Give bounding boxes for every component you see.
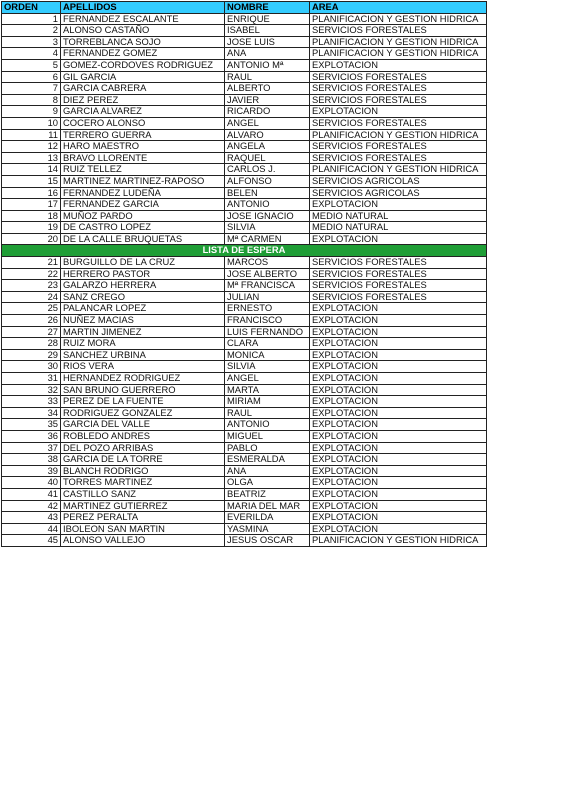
table-row[interactable] bbox=[2, 361, 487, 373]
orden-cell[interactable]: 6 bbox=[2, 71, 61, 83]
orden-cell[interactable]: 4 bbox=[2, 48, 61, 60]
orden-cell[interactable]: 17 bbox=[2, 199, 61, 211]
area-cell[interactable]: EXPLOTACION bbox=[310, 442, 487, 454]
area-cell[interactable]: EXPLOTACION bbox=[310, 488, 487, 500]
orden-cell[interactable]: 12 bbox=[2, 141, 61, 153]
apellidos-cell[interactable]: RUIZ TELLEZ bbox=[61, 164, 225, 176]
area-cell[interactable]: EXPLOTACION bbox=[310, 384, 487, 396]
orden-cell[interactable]: 9 bbox=[2, 106, 61, 118]
orden-cell[interactable]: 7 bbox=[2, 83, 61, 95]
table-row[interactable] bbox=[2, 71, 487, 83]
nombre-cell[interactable]: MARIA DEL MAR bbox=[225, 500, 310, 512]
area-cell[interactable]: SERVICIOS FORESTALES bbox=[310, 141, 487, 153]
area-cell[interactable]: EXPLOTACION bbox=[310, 512, 487, 524]
nombre-cell[interactable]: ANGEL bbox=[225, 373, 310, 385]
apellidos-cell[interactable]: BLANCH RODRIGO bbox=[61, 465, 225, 477]
table-row[interactable] bbox=[2, 129, 487, 141]
nombre-cell[interactable]: ANGEL bbox=[225, 117, 310, 129]
nombre-cell[interactable]: ALVARO bbox=[225, 129, 310, 141]
nombre-cell[interactable]: BEATRIZ bbox=[225, 488, 310, 500]
waitlist bbox=[2, 257, 487, 547]
table-row[interactable] bbox=[2, 373, 487, 385]
area-cell[interactable]: EXPLOTACION bbox=[310, 315, 487, 327]
nombre-cell[interactable]: ESMERALDA bbox=[225, 454, 310, 466]
nombre-cell[interactable]: JULIAN bbox=[225, 291, 310, 303]
table-row[interactable] bbox=[2, 199, 487, 211]
area-cell[interactable]: EXPLOTACION bbox=[310, 419, 487, 431]
nombre-cell[interactable]: ISABEL bbox=[225, 25, 310, 37]
orden-cell[interactable]: 22 bbox=[2, 268, 61, 280]
table-row[interactable] bbox=[2, 210, 487, 222]
table-row[interactable] bbox=[2, 117, 487, 129]
table-row[interactable] bbox=[2, 141, 487, 153]
table-row[interactable] bbox=[2, 94, 487, 106]
area-cell[interactable]: PLANIFICACION Y GESTION HIDRICA bbox=[310, 535, 487, 547]
area-cell[interactable]: MEDIO NATURAL bbox=[310, 222, 487, 234]
orden-cell[interactable]: 42 bbox=[2, 500, 61, 512]
nombre-cell[interactable]: CLARA bbox=[225, 338, 310, 350]
table-row[interactable] bbox=[2, 477, 487, 489]
orden-cell[interactable]: 27 bbox=[2, 326, 61, 338]
table-row[interactable] bbox=[2, 512, 487, 524]
table-row[interactable] bbox=[2, 233, 487, 245]
header-apellidos[interactable]: APELLIDOS bbox=[61, 2, 225, 14]
orden-cell[interactable]: 18 bbox=[2, 210, 61, 222]
table-row[interactable] bbox=[2, 488, 487, 500]
area-cell[interactable]: PLANIFICACION Y GESTION HIDRICA bbox=[310, 129, 487, 141]
nombre-cell[interactable]: MONICA bbox=[225, 349, 310, 361]
apellidos-cell[interactable]: FERNANDEZ ESCALANTE bbox=[61, 13, 225, 25]
orden-cell[interactable]: 44 bbox=[2, 523, 61, 535]
table-row[interactable] bbox=[2, 36, 487, 48]
area-cell[interactable]: SERVICIOS FORESTALES bbox=[310, 268, 487, 280]
apellidos-cell[interactable]: BURGUILLO DE LA CRUZ bbox=[61, 257, 225, 269]
nombre-cell[interactable]: SILVIA bbox=[225, 222, 310, 234]
area-cell[interactable]: PLANIFICACION Y GESTION HIDRICA bbox=[310, 13, 487, 25]
table-row[interactable] bbox=[2, 48, 487, 60]
area-cell[interactable]: PLANIFICACION Y GESTION HIDRICA bbox=[310, 164, 487, 176]
nombre-cell[interactable]: RAUL bbox=[225, 71, 310, 83]
table-row[interactable] bbox=[2, 106, 487, 118]
table-row[interactable] bbox=[2, 326, 487, 338]
apellidos-cell[interactable]: ALONSO CASTAÑO bbox=[61, 25, 225, 37]
table-row[interactable] bbox=[2, 430, 487, 442]
table-row[interactable] bbox=[2, 152, 487, 164]
area-cell[interactable]: EXPLOTACION bbox=[310, 523, 487, 535]
nombre-cell[interactable]: RICARDO bbox=[225, 106, 310, 118]
orden-cell[interactable]: 3 bbox=[2, 36, 61, 48]
nombre-cell[interactable]: CARLOS J. bbox=[225, 164, 310, 176]
table-row[interactable] bbox=[2, 13, 487, 25]
table-row[interactable] bbox=[2, 407, 487, 419]
area-cell[interactable]: EXPLOTACION bbox=[310, 465, 487, 477]
table-row[interactable] bbox=[2, 257, 487, 269]
nombre-cell[interactable]: MARTA bbox=[225, 384, 310, 396]
table-row[interactable] bbox=[2, 164, 487, 176]
orden-cell[interactable]: 13 bbox=[2, 152, 61, 164]
nombre-cell[interactable]: LUIS FERNANDO bbox=[225, 326, 310, 338]
nombre-cell[interactable]: EVERILDA bbox=[225, 512, 310, 524]
area-cell[interactable]: EXPLOTACION bbox=[310, 477, 487, 489]
apellidos-cell[interactable]: FERNANDEZ LUDEÑA bbox=[61, 187, 225, 199]
apellidos-cell[interactable]: COCERO ALONSO bbox=[61, 117, 225, 129]
apellidos-cell[interactable]: FERNANDEZ GARCIA bbox=[61, 199, 225, 211]
apellidos-cell[interactable]: RIOS VERA bbox=[61, 361, 225, 373]
area-cell[interactable]: EXPLOTACION bbox=[310, 430, 487, 442]
table-row[interactable] bbox=[2, 25, 487, 37]
spreadsheet-table bbox=[1, 1, 487, 547]
apellidos-cell[interactable]: PEREZ DE LA FUENTE bbox=[61, 396, 225, 408]
table-row[interactable] bbox=[2, 338, 487, 350]
nombre-cell[interactable]: ANTONIO bbox=[225, 419, 310, 431]
area-cell[interactable]: SERVICIOS FORESTALES bbox=[310, 25, 487, 37]
area-cell[interactable]: EXPLOTACION bbox=[310, 199, 487, 211]
table-row[interactable] bbox=[2, 280, 487, 292]
nombre-cell[interactable]: PABLO bbox=[225, 442, 310, 454]
orden-cell[interactable]: 16 bbox=[2, 187, 61, 199]
apellidos-cell[interactable]: ALONSO VALLEJO bbox=[61, 535, 225, 547]
apellidos-cell[interactable]: RODRIGUEZ GONZALEZ bbox=[61, 407, 225, 419]
apellidos-cell[interactable]: DEL POZO ARRIBAS bbox=[61, 442, 225, 454]
table-row[interactable] bbox=[2, 222, 487, 234]
table-row[interactable] bbox=[2, 384, 487, 396]
orden-cell[interactable]: 23 bbox=[2, 280, 61, 292]
apellidos-cell[interactable]: SAN BRUNO GUERRERO bbox=[61, 384, 225, 396]
area-cell[interactable]: EXPLOTACION bbox=[310, 500, 487, 512]
area-cell[interactable]: SERVICIOS FORESTALES bbox=[310, 71, 487, 83]
apellidos-cell[interactable]: TERRERO GUERRA bbox=[61, 129, 225, 141]
table-row[interactable] bbox=[2, 268, 487, 280]
apellidos-cell[interactable]: GARCIA CABRERA bbox=[61, 83, 225, 95]
orden-cell[interactable]: 45 bbox=[2, 535, 61, 547]
apellidos-cell[interactable]: GARCIA DE LA TORRE bbox=[61, 454, 225, 466]
orden-cell[interactable]: 31 bbox=[2, 373, 61, 385]
table-row[interactable] bbox=[2, 59, 487, 71]
area-cell[interactable]: SERVICIOS FORESTALES bbox=[310, 83, 487, 95]
orden-cell[interactable]: 10 bbox=[2, 117, 61, 129]
nombre-cell[interactable]: ERNESTO bbox=[225, 303, 310, 315]
orden-cell[interactable]: 20 bbox=[2, 233, 61, 245]
area-cell[interactable]: EXPLOTACION bbox=[310, 349, 487, 361]
nombre-cell[interactable]: MIGUEL bbox=[225, 430, 310, 442]
apellidos-cell[interactable]: HERRERO PASTOR bbox=[61, 268, 225, 280]
waitlist-separator bbox=[2, 245, 487, 257]
nombre-cell[interactable]: YASMINA bbox=[225, 523, 310, 535]
area-cell[interactable]: EXPLOTACION bbox=[310, 106, 487, 118]
nombre-cell[interactable]: JOSE LUIS bbox=[225, 36, 310, 48]
orden-cell[interactable]: 11 bbox=[2, 129, 61, 141]
nombre-cell[interactable]: MARCOS bbox=[225, 257, 310, 269]
table-row[interactable] bbox=[2, 175, 487, 187]
area-cell[interactable]: EXPLOTACION bbox=[310, 454, 487, 466]
apellidos-cell[interactable]: DE CASTRO LOPEZ bbox=[61, 222, 225, 234]
table-row[interactable] bbox=[2, 419, 487, 431]
apellidos-cell[interactable]: TORREBLANCA SOJO bbox=[61, 36, 225, 48]
orden-cell[interactable]: 29 bbox=[2, 349, 61, 361]
area-cell[interactable]: SERVICIOS AGRICOLAS bbox=[310, 175, 487, 187]
nombre-cell[interactable]: FRANCISCO bbox=[225, 315, 310, 327]
nombre-cell[interactable]: JESUS OSCAR bbox=[225, 535, 310, 547]
area-cell[interactable]: SERVICIOS FORESTALES bbox=[310, 94, 487, 106]
orden-cell[interactable]: 40 bbox=[2, 477, 61, 489]
orden-cell[interactable]: 28 bbox=[2, 338, 61, 350]
header-row bbox=[2, 2, 487, 14]
header-nombre[interactable]: NOMBRE bbox=[225, 2, 310, 14]
apellidos-cell[interactable]: HARO MAESTRO bbox=[61, 141, 225, 153]
table-row[interactable] bbox=[2, 454, 487, 466]
apellidos-cell[interactable]: SANZ CREGO bbox=[61, 291, 225, 303]
area-cell[interactable]: EXPLOTACION bbox=[310, 396, 487, 408]
apellidos-cell[interactable]: FERNANDEZ GOMEZ bbox=[61, 48, 225, 60]
apellidos-cell[interactable]: ROBLEDO ANDRES bbox=[61, 430, 225, 442]
orden-cell[interactable]: 1 bbox=[2, 13, 61, 25]
nombre-cell[interactable]: SILVIA bbox=[225, 361, 310, 373]
apellidos-cell[interactable]: SANCHEZ URBINA bbox=[61, 349, 225, 361]
table-row[interactable] bbox=[2, 291, 487, 303]
orden-cell[interactable]: 41 bbox=[2, 488, 61, 500]
area-cell[interactable]: SERVICIOS FORESTALES bbox=[310, 291, 487, 303]
area-cell[interactable]: PLANIFICACION Y GESTION HIDRICA bbox=[310, 36, 487, 48]
orden-cell[interactable]: 36 bbox=[2, 430, 61, 442]
apellidos-cell[interactable]: GALARZO HERRERA bbox=[61, 280, 225, 292]
nombre-cell[interactable]: ALBERTO bbox=[225, 83, 310, 95]
area-cell[interactable]: EXPLOTACION bbox=[310, 233, 487, 245]
apellidos-cell[interactable]: TORRES MARTINEZ bbox=[61, 477, 225, 489]
area-cell[interactable]: EXPLOTACION bbox=[310, 361, 487, 373]
apellidos-cell[interactable]: MARTIN JIMENEZ bbox=[61, 326, 225, 338]
apellidos-cell[interactable]: PALANCAR LOPEZ bbox=[61, 303, 225, 315]
orden-cell[interactable]: 32 bbox=[2, 384, 61, 396]
apellidos-cell[interactable]: RUIZ MORA bbox=[61, 338, 225, 350]
orden-cell[interactable]: 34 bbox=[2, 407, 61, 419]
orden-cell[interactable]: 35 bbox=[2, 419, 61, 431]
apellidos-cell[interactable]: BRAVO LLORENTE bbox=[61, 152, 225, 164]
apellidos-cell[interactable]: DIEZ PEREZ bbox=[61, 94, 225, 106]
orden-cell[interactable]: 33 bbox=[2, 396, 61, 408]
area-cell[interactable]: EXPLOTACION bbox=[310, 326, 487, 338]
orden-cell[interactable]: 26 bbox=[2, 315, 61, 327]
area-cell[interactable]: SERVICIOS FORESTALES bbox=[310, 117, 487, 129]
table-row[interactable] bbox=[2, 396, 487, 408]
table-row[interactable] bbox=[2, 523, 487, 535]
nombre-cell[interactable]: JAVIER bbox=[225, 94, 310, 106]
nombre-cell[interactable]: ANGELA bbox=[225, 141, 310, 153]
nombre-cell[interactable]: MIRIAM bbox=[225, 396, 310, 408]
orden-cell[interactable]: 14 bbox=[2, 164, 61, 176]
table-row[interactable] bbox=[2, 349, 487, 361]
orden-cell[interactable]: 30 bbox=[2, 361, 61, 373]
orden-cell[interactable]: 2 bbox=[2, 25, 61, 37]
table-row[interactable] bbox=[2, 303, 487, 315]
nombre-cell[interactable]: BELEN bbox=[225, 187, 310, 199]
apellidos-cell[interactable]: MARTINEZ GUTIERREZ bbox=[61, 500, 225, 512]
apellidos-cell[interactable]: CASTILLO SANZ bbox=[61, 488, 225, 500]
area-cell[interactable]: MEDIO NATURAL bbox=[310, 210, 487, 222]
orden-cell[interactable]: 5 bbox=[2, 59, 61, 71]
orden-cell[interactable]: 19 bbox=[2, 222, 61, 234]
header-orden[interactable]: ORDEN bbox=[2, 2, 61, 14]
orden-cell[interactable]: 37 bbox=[2, 442, 61, 454]
nombre-cell[interactable]: Mª CARMEN bbox=[225, 233, 310, 245]
nombre-cell[interactable]: ANA bbox=[225, 48, 310, 60]
nombre-cell[interactable]: ANTONIO bbox=[225, 199, 310, 211]
area-cell[interactable]: SERVICIOS FORESTALES bbox=[310, 257, 487, 269]
area-cell[interactable]: SERVICIOS FORESTALES bbox=[310, 280, 487, 292]
orden-cell[interactable]: 15 bbox=[2, 175, 61, 187]
apellidos-cell[interactable]: GARCIA ALVAREZ bbox=[61, 106, 225, 118]
header-area[interactable]: AREA bbox=[310, 2, 487, 14]
orden-cell[interactable]: 8 bbox=[2, 94, 61, 106]
apellidos-cell[interactable]: NUÑEZ MACIAS bbox=[61, 315, 225, 327]
nombre-cell[interactable]: ANA bbox=[225, 465, 310, 477]
orden-cell[interactable]: 24 bbox=[2, 291, 61, 303]
apellidos-cell[interactable]: GOMEZ-CORDOVES RODRIGUEZ bbox=[61, 59, 225, 71]
apellidos-cell[interactable]: GARCIA DEL VALLE bbox=[61, 419, 225, 431]
table-row[interactable] bbox=[2, 83, 487, 95]
orden-cell[interactable]: 25 bbox=[2, 303, 61, 315]
orden-cell[interactable]: 43 bbox=[2, 512, 61, 524]
area-cell[interactable]: EXPLOTACION bbox=[310, 373, 487, 385]
nombre-cell[interactable]: JOSE IGNACIO bbox=[225, 210, 310, 222]
waitlist-label[interactable]: LISTA DE ESPERA bbox=[2, 245, 487, 257]
apellidos-cell[interactable]: MUÑOZ PARDO bbox=[61, 210, 225, 222]
area-cell[interactable]: EXPLOTACION bbox=[310, 303, 487, 315]
apellidos-cell[interactable]: PEREZ PERALTA bbox=[61, 512, 225, 524]
table-row[interactable] bbox=[2, 315, 487, 327]
table-row[interactable] bbox=[2, 187, 487, 199]
area-cell[interactable]: PLANIFICACION Y GESTION HIDRICA bbox=[310, 48, 487, 60]
nombre-cell[interactable]: RAQUEL bbox=[225, 152, 310, 164]
apellidos-cell[interactable]: DE LA CALLE BRUQUETAS bbox=[61, 233, 225, 245]
nombre-cell[interactable]: Mª FRANCISCA bbox=[225, 280, 310, 292]
table-row[interactable] bbox=[2, 500, 487, 512]
area-cell[interactable]: EXPLOTACION bbox=[310, 338, 487, 350]
orden-cell[interactable]: 21 bbox=[2, 257, 61, 269]
apellidos-cell[interactable]: MARTINEZ MARTINEZ-RAPOSO bbox=[61, 175, 225, 187]
orden-cell[interactable]: 39 bbox=[2, 465, 61, 477]
table-row[interactable] bbox=[2, 442, 487, 454]
waitlist-separator-row bbox=[2, 245, 487, 257]
table-row[interactable] bbox=[2, 535, 487, 547]
main-list bbox=[2, 13, 487, 245]
nombre-cell[interactable]: OLGA bbox=[225, 477, 310, 489]
area-cell[interactable]: SERVICIOS AGRICOLAS bbox=[310, 187, 487, 199]
orden-cell[interactable]: 38 bbox=[2, 454, 61, 466]
nombre-cell[interactable]: ENRIQUE bbox=[225, 13, 310, 25]
nombre-cell[interactable]: JOSE ALBERTO bbox=[225, 268, 310, 280]
table-row[interactable] bbox=[2, 465, 487, 477]
area-cell[interactable]: SERVICIOS FORESTALES bbox=[310, 152, 487, 164]
area-cell[interactable]: EXPLOTACION bbox=[310, 407, 487, 419]
area-cell[interactable]: EXPLOTACION bbox=[310, 59, 487, 71]
nombre-cell[interactable]: RAUL bbox=[225, 407, 310, 419]
apellidos-cell[interactable]: IBOLEON SAN MARTIN bbox=[61, 523, 225, 535]
nombre-cell[interactable]: ALFONSO bbox=[225, 175, 310, 187]
nombre-cell[interactable]: ANTONIO Mª bbox=[225, 59, 310, 71]
apellidos-cell[interactable]: HERNANDEZ RODRIGUEZ bbox=[61, 373, 225, 385]
apellidos-cell[interactable]: GIL GARCIA bbox=[61, 71, 225, 83]
